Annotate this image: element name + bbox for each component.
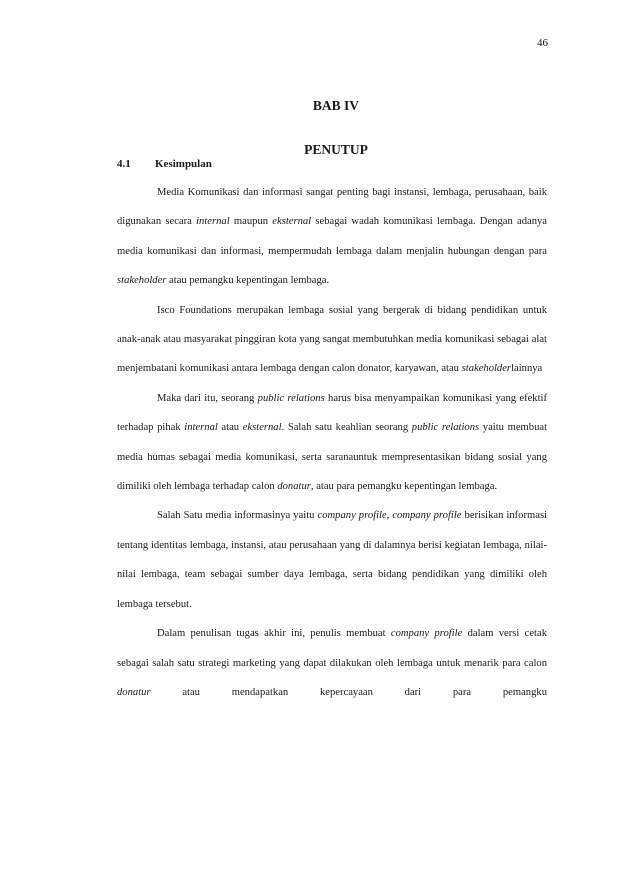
- italic-term: stakeholder: [117, 275, 167, 287]
- text-run: berisikan informasi tentang identitas lembaga, instansi, atau perusahaan yang di dalamnya berisi kegiatan lembaga, nilai-nilai lembaga, team sebagai sumber daya lembaga, serta bidang pendidikan yang dimiliki oleh lembaga tersebut.: [117, 510, 548, 610]
- text-run: harus bisa menyampaikan komunikasi yang efektif terhadap pihak: [117, 392, 548, 434]
- section-heading: [117, 158, 212, 170]
- text-run: ,: [386, 510, 393, 522]
- text-run: Salah Satu media informasinya yaitu: [157, 510, 318, 522]
- italic-term: company profile: [390, 628, 463, 640]
- text-run: dalam versi cetak sebagai salah satu strategi marketing yang dapat dilakukan oleh lembaga untuk menarik para calon: [117, 628, 547, 669]
- italic-term: public relations: [411, 422, 480, 434]
- italic-term: company profile: [392, 510, 462, 522]
- chapter-heading: BAB IV: [312, 98, 360, 113]
- text-run: Isco Foundations merupakan lembaga sosial yang bergerak di bidang pendidikan untuk anak-anak atau masyarakat pinggiran kota yang sangat membutuhkan media komunikasi sebagai alat menjembatani komunikasi antara lembaga dengan calon donator, karyawan, atau: [117, 304, 547, 375]
- italic-term: stakeholder: [461, 363, 512, 375]
- text-run: . Salah satu keahlian seorang: [281, 422, 412, 434]
- italic-term: donatur: [277, 481, 311, 493]
- italic-term: eksternal: [242, 422, 282, 434]
- text-run: Media Komunikasi dan informasi sangat penting bagi instansi, lembaga, perusahaan, baik digunakan secara: [117, 187, 547, 228]
- italic-term: company profile: [317, 510, 387, 522]
- italic-term: donatur: [117, 686, 151, 698]
- text-run: Dalam penulisan tugas akhir ini, penulis membuat: [157, 628, 391, 640]
- text-run: atau: [217, 422, 243, 434]
- text-run: atau mendapatkan kepercayaan dari para pemangku: [150, 686, 547, 698]
- chapter-title: PENUTUP: [304, 142, 368, 157]
- paragraph: [117, 501, 547, 619]
- page-number: 46: [537, 37, 548, 49]
- italic-term: public relations: [257, 392, 325, 404]
- text-run: Maka dari itu, seorang: [157, 392, 258, 404]
- section-number: 4.1: [117, 158, 131, 170]
- italic-term: internal: [184, 422, 218, 434]
- paragraph: [117, 296, 547, 384]
- text-run: , atau para pemangku kepentingan lembaga.: [310, 481, 498, 493]
- paragraph: [117, 178, 547, 296]
- text-run: lainnya: [511, 363, 543, 375]
- text-run: yaitu membuat media humas sebagai media komunikasi, serta saranauntuk mempresentasikan bidang sosial yang dimiliki oleh lembaga terhadap calon: [117, 422, 548, 493]
- paragraph: [117, 619, 547, 707]
- paragraph: [117, 384, 547, 502]
- italic-term: internal: [196, 216, 230, 228]
- text-run: atau pemangku kepentingan lembaga.: [166, 275, 330, 287]
- body-text: [117, 178, 547, 707]
- section-title: Kesimpulan: [155, 158, 212, 170]
- text-run: maupun: [229, 216, 273, 228]
- text-run: sebagai wadah komunikasi lembaga. Dengan adanya media komunikasi dan informasi, mempermudah lembaga dalam menjalin hubungan dengan para: [117, 216, 547, 257]
- italic-term: eksternal: [272, 216, 312, 228]
